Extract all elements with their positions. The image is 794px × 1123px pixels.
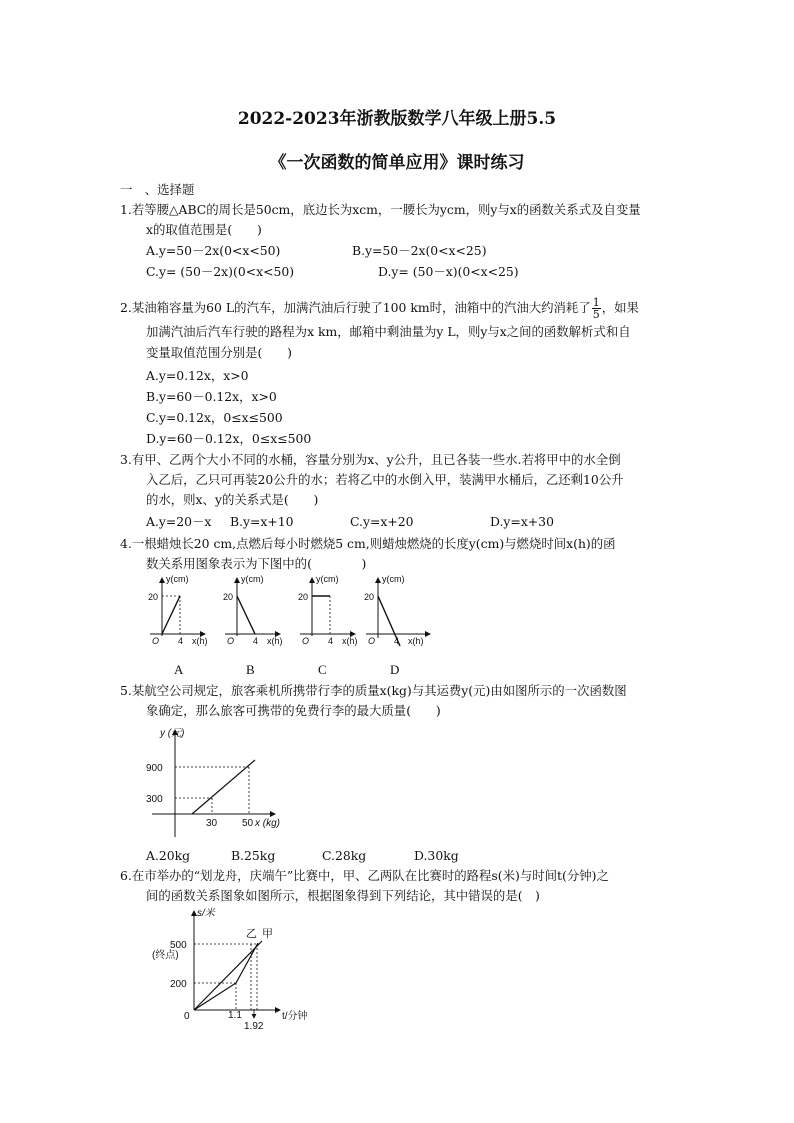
q2-fraction [592, 297, 601, 320]
q5-x-label: x (kg) [255, 818, 280, 829]
q3-stem-line1: 3.有甲、乙两个大小不同的水桶，容量分别为x、y公升，且已各装一些水.若将甲中的水全倒 [120, 452, 621, 467]
q4c-x-label: x(h) [342, 636, 358, 646]
q2-option-b: B.y=60－0.12x，x>0 [146, 389, 277, 404]
q6-graph [140, 905, 330, 1033]
q6-x-label: t/分钟 [282, 1011, 308, 1022]
page-title: 2022-2023年浙教版数学八年级上册5.5 [237, 109, 557, 129]
q5-y-tick-900: 900 [146, 763, 163, 774]
q4d-y-label: y(cm) [382, 574, 405, 584]
q4-graph-a [148, 574, 208, 646]
q3-option-d: D.y=x+30 [490, 514, 554, 529]
q5-y-label: y (元) [160, 728, 185, 739]
q3-stem-line3: 的水，则x、y的关系式是( ) [146, 492, 319, 507]
q1-option-d: D.y= (50－x)(0<x<25) [378, 264, 519, 279]
q4-label-d: D [390, 662, 400, 677]
q2-stem-line1 [120, 297, 639, 320]
q4-label-c: C [318, 662, 327, 677]
q4-graphs [140, 572, 440, 652]
q6-y-label: s/米 [197, 908, 215, 919]
q6-label-yi: 乙 [246, 928, 257, 940]
q4d-origin: O [368, 636, 376, 646]
q2-option-d: D.y=60－0.12x，0≤x≤500 [146, 431, 312, 446]
q5-option-a: A.20kg [146, 848, 191, 863]
q5-option-d: D.30kg [414, 848, 459, 863]
section-heading: 一 、选择题 [120, 182, 195, 197]
q6-stem-line2: 间的函数关系图象如图所示，根据图象得到下列结论，其中错误的是( ) [146, 888, 540, 903]
q4c-origin: O [302, 636, 310, 646]
q5-x-tick-30: 30 [206, 818, 218, 829]
q2-stem-line2: 加满汽油后汽车行驶的路程为x km，邮箱中剩油量为y L，则y与x之间的函数解析式和自 [146, 324, 631, 339]
q4a-y-tick: 20 [148, 592, 159, 602]
q4b-origin: O [227, 636, 235, 646]
q4a-x-label: x(h) [192, 636, 208, 646]
q4-label-a: A [174, 662, 184, 677]
q6-y-tick-200: 200 [170, 979, 187, 990]
q4c-x-tick: 4 [328, 636, 334, 646]
q6-origin: 0 [184, 1011, 190, 1022]
q3-option-a: A.y=20－x [146, 514, 212, 529]
q5-x-tick-50: 50 [242, 818, 254, 829]
q1-stem-line1: 1.若等腰△ABC的周长是50cm，底边长为xcm，一腰长为ycm，则y与x的函数关系式及自变量 [120, 202, 641, 217]
q4d-x-tick: 4 [394, 636, 400, 646]
q6-stem-line1: 6.在市举办的“划龙舟，庆端午”比赛中，甲、乙两队在比赛时的路程s(米)与时间t(分钟)之 [120, 868, 609, 883]
q5-option-c: C.28kg [322, 848, 367, 863]
q6-finish-label: (终点) [152, 950, 179, 961]
q2-option-a: A.y=0.12x，x>0 [146, 368, 249, 383]
q5-y-tick-300: 300 [146, 794, 163, 805]
q1-option-a: A.y=50－2x(0<x<50) [146, 243, 281, 258]
q4b-y-label: y(cm) [241, 574, 264, 584]
q3-option-b: B.y=x+10 [230, 514, 294, 529]
q5-stem-line1: 5.某航空公司规定，旅客乘机所携带行李的质量x(kg)与其运费y(元)由如图所示的一次函数图 [120, 683, 627, 698]
q2-option-c: C.y=0.12x，0≤x≤500 [146, 410, 283, 425]
q6-y-tick-500: 500 [170, 940, 187, 951]
page-subtitle: 《一次函数的简单应用》课时练习 [269, 153, 525, 173]
q4-stem-line2: 数关系用图象表示为下图中的( ) [146, 556, 367, 571]
q4b-x-tick: 4 [253, 636, 259, 646]
q4b-x-label: x(h) [267, 636, 283, 646]
q6-x-tick-1-92: 1.92 [244, 1021, 264, 1032]
q6-x-tick-1-1: 1.1 [228, 1010, 242, 1021]
q4-label-b: B [246, 662, 255, 677]
q1-stem-line2: x的取值范围是( ) [146, 222, 262, 237]
q2-frac-denominator: 5 [592, 308, 600, 321]
q4-graph-d [364, 574, 430, 646]
q5-option-b: B.25kg [231, 848, 276, 863]
q3-option-c: C.y=x+20 [350, 514, 414, 529]
q4-graph-b [223, 574, 283, 646]
q4b-y-tick: 20 [223, 592, 234, 602]
q6-label-jia: 甲 [262, 928, 273, 940]
q1-option-c: C.y= (50－2x)(0<x<50) [146, 264, 295, 279]
q4a-origin: O [152, 636, 160, 646]
q5-graph [140, 722, 300, 840]
q5-stem-line2: 象确定，那么旅客可携带的免费行李的最大质量( ) [146, 703, 441, 718]
q4a-y-label: y(cm) [166, 574, 189, 584]
q4d-x-label: x(h) [408, 636, 424, 646]
q4-stem-line1: 4.一根蜡烛长20 cm,点燃后每小时燃烧5 cm,则蜡烛燃烧的长度y(cm)与燃烧时间x(h)的函 [120, 536, 616, 551]
q4c-y-label: y(cm) [316, 574, 339, 584]
q4c-y-tick: 20 [298, 592, 309, 602]
q1-option-b: B.y=50－2x(0<x<25) [352, 243, 487, 258]
q3-stem-line2: 入乙后，乙只可再装20公升的水；若将乙中的水倒入甲，装满甲水桶后，乙还剩10公升 [146, 472, 624, 487]
q2-frac-numerator: 1 [592, 296, 600, 309]
q2-stem-suffix: ，如果 [601, 300, 639, 315]
q4-graph-c [298, 574, 358, 646]
q4a-x-tick: 4 [178, 636, 184, 646]
q4d-y-tick: 20 [364, 592, 375, 602]
q6-line-jia [194, 941, 262, 1010]
q2-stem-line3: 变量取值范围分别是( ) [146, 345, 292, 360]
q2-stem-prefix: 2.某油箱容量为60 L的汽车，加满汽油后行驶了100 km时，油箱中的汽油大约消耗了 [120, 300, 591, 315]
